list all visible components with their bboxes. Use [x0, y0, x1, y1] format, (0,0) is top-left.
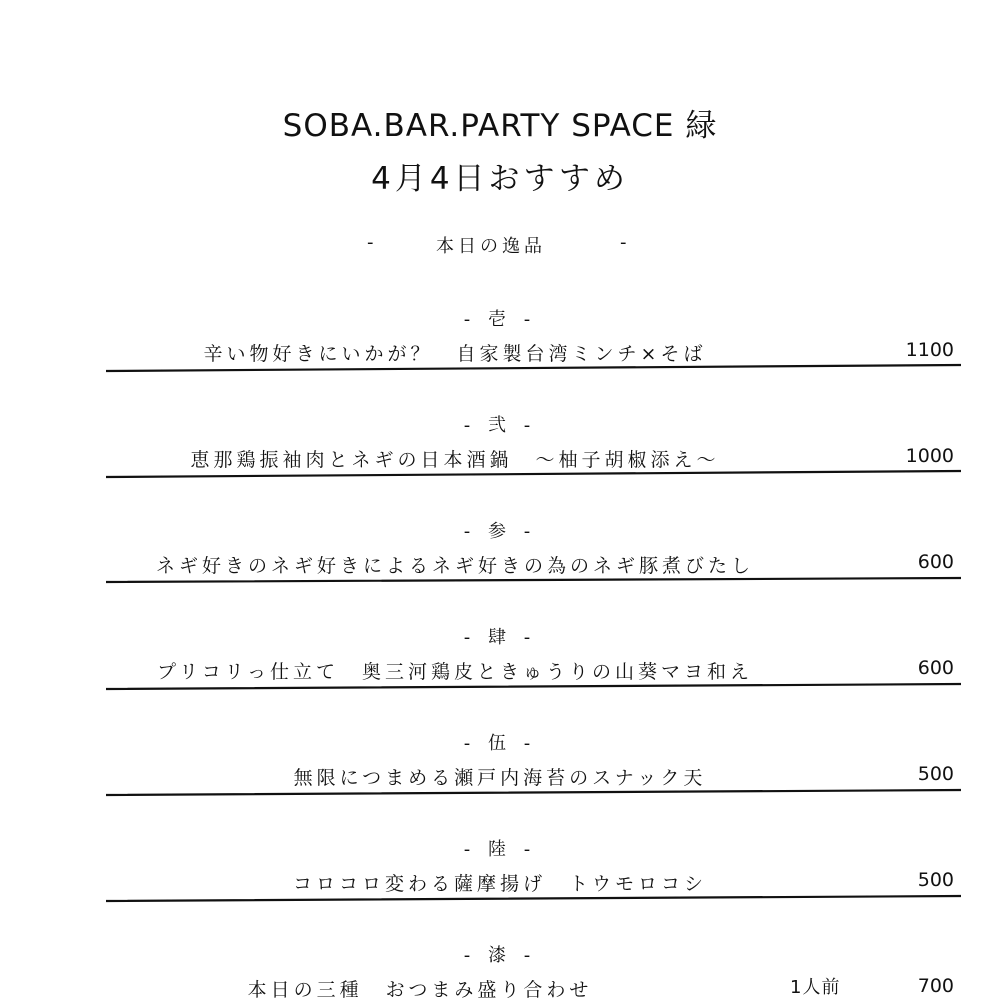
- item-numeral: - 参 -: [463, 521, 537, 542]
- item-price: 500: [917, 869, 954, 891]
- item-quantity: 1人前: [790, 977, 841, 998]
- item-numeral: - 陸 -: [463, 839, 537, 860]
- menu-item: [0, 835, 1000, 941]
- item-numeral: - 弐 -: [463, 415, 537, 436]
- item-numeral: - 肆 -: [463, 627, 537, 648]
- item-price: 1000: [905, 445, 954, 467]
- section-dash-right: -: [620, 232, 627, 253]
- item-price: 1100: [905, 339, 954, 361]
- item-divider: [106, 469, 961, 481]
- item-name: 辛い物好きにいかが？ 自家製台湾ミンチ×そば: [203, 343, 707, 365]
- item-divider: [106, 893, 961, 905]
- item-name: 恵那鶏振袖肉とネギの日本酒鍋 ～柚子胡椒添え～: [190, 449, 720, 471]
- section-dash-left: -: [367, 232, 374, 253]
- item-name: 無限につまめる瀬戸内海苔のスナック天: [293, 767, 707, 789]
- item-numeral: - 伍 -: [463, 733, 537, 754]
- item-divider: [106, 575, 961, 587]
- menu-item: [0, 517, 1000, 623]
- item-numeral: - 壱 -: [463, 309, 537, 330]
- item-name: プリコリっ仕立て 奥三河鶏皮ときゅうりの山葵マヨ和え: [156, 661, 754, 683]
- item-name: ネギ好きのネギ好きによるネギ好きの為のネギ豚煮びたし: [155, 555, 754, 577]
- item-name: コロコロ変わる薩摩揚げ トウモロコシ: [292, 873, 707, 895]
- menu-item: [0, 411, 1000, 517]
- item-divider: [106, 787, 961, 799]
- item-price: 500: [917, 763, 954, 785]
- section-heading: [0, 232, 1000, 262]
- item-price: 600: [917, 657, 954, 679]
- item-price: 600: [917, 551, 954, 573]
- menu-date-subtitle: 4月4日おすすめ: [371, 161, 629, 197]
- item-divider: [106, 681, 961, 693]
- item-name: 本日の三種 おつまみ盛り合わせ: [247, 979, 593, 1001]
- menu-title: SOBA.BAR.PARTY SPACE 緑: [282, 108, 718, 144]
- menu-item: [0, 305, 1000, 411]
- item-numeral: - 漆 -: [463, 945, 537, 966]
- menu-item: [0, 941, 1000, 1000]
- item-price: 700: [917, 975, 954, 997]
- section-label: 本日の逸品: [436, 236, 546, 257]
- menu-item: [0, 623, 1000, 729]
- item-divider: [106, 363, 961, 375]
- menu-item: [0, 729, 1000, 835]
